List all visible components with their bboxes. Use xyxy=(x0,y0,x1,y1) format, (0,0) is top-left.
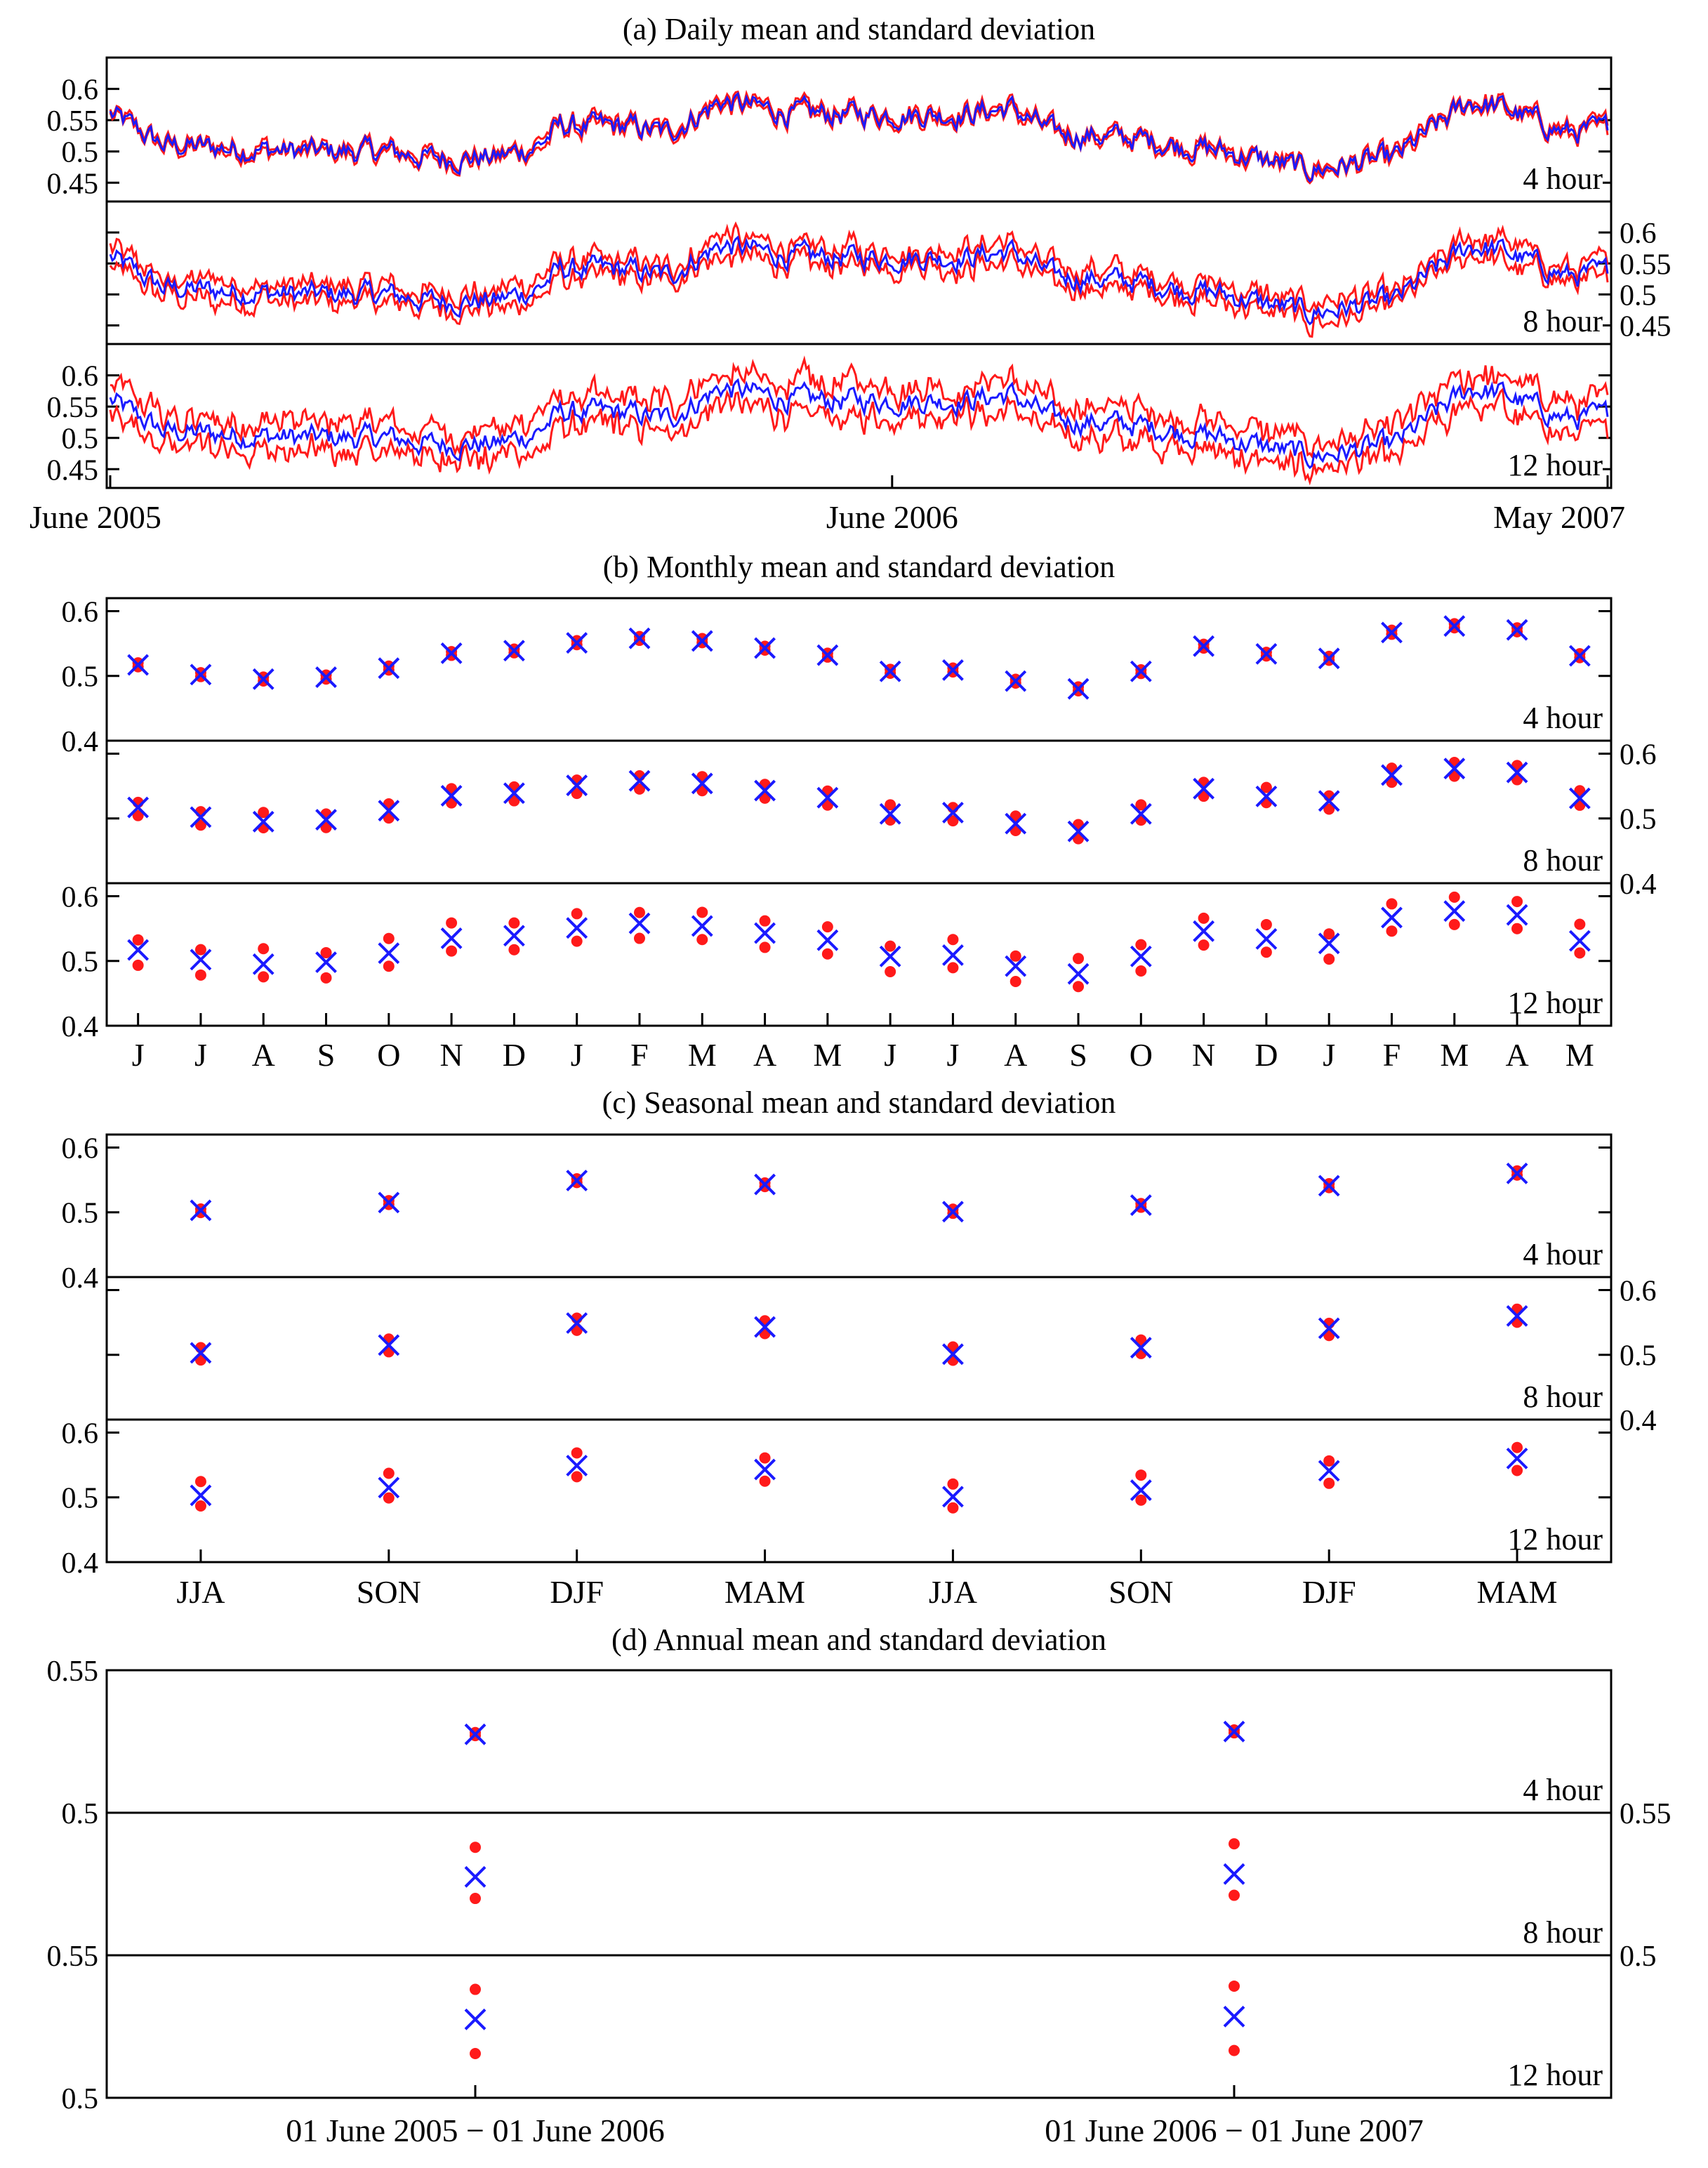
std-upper-point xyxy=(1198,913,1210,924)
std-lower-point xyxy=(470,2048,481,2059)
mean-marker xyxy=(1507,905,1527,925)
y-tick-label: 0.4 xyxy=(61,726,98,758)
std-lower-point xyxy=(321,972,332,984)
std-lower-point xyxy=(947,962,958,973)
std-lower-point xyxy=(822,949,833,960)
y-tick-label: 0.5 xyxy=(61,1482,98,1515)
mean-marker xyxy=(818,930,838,950)
std-upper-point xyxy=(760,1453,771,1464)
y-tick-label: 0.5 xyxy=(61,946,98,979)
mean-marker xyxy=(943,945,962,965)
std-upper-point xyxy=(1135,939,1146,951)
y-tick-label: 0.6 xyxy=(1620,739,1657,772)
x-tick-label: June 2005 xyxy=(29,499,161,535)
y-tick-label: 0.6 xyxy=(61,881,98,914)
x-tick-label: 01 June 2006 − 01 June 2007 xyxy=(1045,2113,1424,2148)
x-tick-label: A xyxy=(1505,1037,1529,1073)
std-lower-point xyxy=(1229,2045,1240,2056)
x-tick-label: F xyxy=(1382,1037,1401,1073)
std-upper-point xyxy=(508,918,519,929)
x-tick-label: F xyxy=(630,1037,649,1073)
std-upper-point xyxy=(383,933,395,944)
panel-8-hour xyxy=(107,1275,1657,1437)
std-upper-point xyxy=(195,1476,206,1487)
mean-marker xyxy=(504,926,524,946)
x-tick-label: M xyxy=(813,1037,842,1073)
std-lower-point xyxy=(446,946,457,957)
std-upper-point xyxy=(1073,953,1084,964)
std-upper-point xyxy=(1229,1838,1240,1849)
chart-d xyxy=(47,1622,1671,2148)
std-lower-point xyxy=(1511,923,1523,934)
std-lower-point xyxy=(1323,1478,1335,1489)
std-lower-point xyxy=(1449,919,1460,930)
mean-marker xyxy=(1194,921,1214,941)
std-upper-point xyxy=(195,944,206,956)
panel-8-hour xyxy=(107,739,1657,901)
std-lower-point xyxy=(133,960,144,971)
y-tick-label: 0.45 xyxy=(46,168,98,201)
panel-frame xyxy=(107,1955,1611,2098)
y-tick-label: 0.6 xyxy=(61,596,98,629)
panel-frame xyxy=(107,1135,1611,1277)
y-tick-label: 0.6 xyxy=(61,360,98,393)
y-tick-label: 0.55 xyxy=(1620,1798,1671,1830)
x-tick-label: D xyxy=(1254,1037,1278,1073)
std-lower-point xyxy=(470,1893,481,1904)
x-tick-label: O xyxy=(377,1037,401,1073)
x-tick-label: A xyxy=(251,1037,275,1073)
y-tick-label: 0.55 xyxy=(1620,249,1671,282)
y-tick-label: 0.5 xyxy=(61,423,98,456)
chart-title: (b) Monthly mean and standard deviation xyxy=(602,550,1116,584)
x-tick-label: A xyxy=(1004,1037,1028,1073)
std-upper-point xyxy=(634,907,645,918)
chart-a xyxy=(29,12,1671,535)
std-lower-point xyxy=(258,971,269,982)
std-lower-point xyxy=(383,960,395,972)
x-tick-label: S xyxy=(1069,1037,1087,1073)
x-tick-label: D xyxy=(502,1037,527,1073)
std-upper-point xyxy=(1229,1981,1240,1992)
panel-label: 4 hour xyxy=(1523,161,1603,196)
std-lower-point xyxy=(1511,1465,1523,1476)
mean-marker xyxy=(1224,1864,1244,1884)
x-tick-label: J xyxy=(1323,1037,1336,1073)
y-tick-label: 0.55 xyxy=(46,1941,98,1973)
panel-label: 8 hour xyxy=(1523,304,1603,338)
panel-label: 4 hour xyxy=(1523,1237,1603,1271)
y-tick-label: 0.5 xyxy=(61,661,98,694)
y-tick-label: 0.6 xyxy=(61,1132,98,1165)
std-lower-point xyxy=(1261,946,1272,958)
x-tick-label: MAM xyxy=(724,1574,806,1610)
panel-12-hour xyxy=(62,881,1612,1043)
panel-12-hour xyxy=(47,1941,1612,2115)
chart-c xyxy=(62,1085,1657,1610)
x-tick-label: N xyxy=(439,1037,463,1073)
y-tick-label: 0.55 xyxy=(46,1655,98,1688)
mean-marker xyxy=(442,928,461,948)
panel-label: 12 hour xyxy=(1507,986,1603,1020)
panel-label: 4 hour xyxy=(1523,1773,1603,1807)
mean-marker xyxy=(1224,2007,1244,2026)
std-lower-point xyxy=(1073,981,1084,992)
x-tick-label: M xyxy=(1565,1037,1594,1073)
x-tick-label: J xyxy=(946,1037,960,1073)
panel-label: 8 hour xyxy=(1523,843,1603,878)
std-upper-point xyxy=(1449,892,1460,903)
std-upper-point xyxy=(1511,896,1523,907)
panel-label: 4 hour xyxy=(1523,701,1603,735)
chart-b xyxy=(62,550,1657,1073)
x-tick-label: S xyxy=(317,1037,336,1073)
y-tick-label: 0.45 xyxy=(46,454,98,487)
std-lower-point xyxy=(696,934,708,945)
x-tick-label: M xyxy=(1440,1037,1469,1073)
x-tick-label: M xyxy=(687,1037,717,1073)
std-upper-point xyxy=(571,908,583,919)
std-upper-point xyxy=(947,934,958,945)
panel-12-hour xyxy=(47,344,1612,488)
std-lower-point xyxy=(571,936,583,947)
y-tick-label: 0.5 xyxy=(61,1197,98,1230)
std-upper-point xyxy=(446,918,457,929)
chart-title: (a) Daily mean and standard deviation xyxy=(622,12,1096,46)
std-upper-point xyxy=(133,934,144,946)
std-lower-point xyxy=(634,933,645,944)
panel-4-hour xyxy=(62,596,1612,758)
std-upper-point xyxy=(383,1468,395,1479)
panel-frame xyxy=(107,1670,1611,1813)
panel-4-hour xyxy=(47,1655,1612,1830)
panel-label: 8 hour xyxy=(1523,1915,1603,1950)
panel-frame xyxy=(107,58,1611,201)
x-tick-label: June 2006 xyxy=(826,499,958,535)
mean-marker xyxy=(692,916,712,936)
x-tick-label: MAM xyxy=(1476,1574,1558,1610)
y-tick-label: 0.6 xyxy=(1620,1275,1657,1308)
std-upper-point xyxy=(470,1984,481,1995)
y-tick-label: 0.6 xyxy=(61,74,98,107)
std-lower-point xyxy=(1574,947,1585,958)
std-upper-point xyxy=(822,921,833,932)
std-upper-point xyxy=(1386,898,1397,909)
x-tick-label: SON xyxy=(356,1574,421,1610)
std-lower-point xyxy=(760,941,771,953)
y-tick-label: 0.6 xyxy=(1620,218,1657,251)
y-tick-label: 0.5 xyxy=(61,2083,98,2115)
std-upper-line xyxy=(110,92,1608,180)
y-tick-label: 0.5 xyxy=(1620,1941,1657,1973)
panel-label: 12 hour xyxy=(1507,1522,1603,1556)
std-lower-point xyxy=(1135,1495,1146,1506)
x-tick-label: DJF xyxy=(550,1574,604,1610)
y-tick-label: 0.4 xyxy=(1620,1405,1657,1437)
y-tick-label: 0.5 xyxy=(61,136,98,169)
panel-frame xyxy=(107,201,1611,344)
panel-frame xyxy=(107,1813,1611,1955)
x-tick-label: 01 June 2005 − 01 June 2006 xyxy=(286,2113,665,2148)
std-lower-point xyxy=(1229,1890,1240,1901)
std-lower-point xyxy=(508,944,519,956)
x-tick-label: O xyxy=(1129,1037,1153,1073)
panel-4-hour xyxy=(47,58,1612,201)
std-upper-point xyxy=(947,1479,958,1490)
mean-marker xyxy=(465,1867,485,1886)
y-tick-label: 0.55 xyxy=(46,105,98,138)
std-upper-point xyxy=(1010,951,1021,962)
std-upper-point xyxy=(470,1842,481,1853)
mean-marker xyxy=(1257,929,1276,949)
x-tick-label: J xyxy=(570,1037,583,1073)
panel-12-hour xyxy=(62,1417,1612,1580)
y-tick-label: 0.45 xyxy=(1620,310,1671,343)
x-tick-label: SON xyxy=(1108,1574,1174,1610)
mean-marker xyxy=(379,944,399,963)
x-tick-label: JJA xyxy=(176,1574,225,1610)
std-upper-point xyxy=(1323,1455,1335,1467)
y-tick-label: 0.55 xyxy=(46,392,98,425)
y-tick-label: 0.4 xyxy=(61,1011,98,1043)
panel-8-hour xyxy=(107,1798,1671,1973)
x-tick-label: J xyxy=(131,1037,145,1073)
std-lower-point xyxy=(1135,965,1146,977)
std-lower-point xyxy=(760,1476,771,1487)
std-lower-point xyxy=(383,1493,395,1504)
std-lower-point xyxy=(885,966,896,977)
std-lower-point xyxy=(571,1471,583,1482)
std-lower-point xyxy=(1386,925,1397,937)
y-tick-label: 0.4 xyxy=(61,1262,98,1295)
x-tick-label: A xyxy=(753,1037,777,1073)
std-lower-point xyxy=(1323,953,1335,965)
y-tick-label: 0.6 xyxy=(61,1417,98,1450)
std-upper-point xyxy=(1135,1469,1146,1481)
y-tick-label: 0.5 xyxy=(61,1798,98,1830)
panel-frame xyxy=(107,1420,1611,1562)
std-lower-point xyxy=(195,1500,206,1512)
y-tick-label: 0.5 xyxy=(1620,1340,1657,1373)
panel-8-hour xyxy=(107,201,1671,344)
mean-marker xyxy=(1382,908,1401,927)
panel-label: 12 hour xyxy=(1507,448,1603,482)
std-upper-point xyxy=(1261,919,1272,930)
std-lower-point xyxy=(947,1502,958,1514)
mean-marker xyxy=(465,2009,485,2029)
x-tick-label: J xyxy=(194,1037,207,1073)
std-upper-point xyxy=(258,943,269,954)
std-upper-point xyxy=(696,906,708,918)
y-tick-label: 0.5 xyxy=(1620,279,1657,312)
chart-title: (c) Seasonal mean and standard deviation xyxy=(602,1085,1116,1120)
panel-label: 8 hour xyxy=(1523,1380,1603,1414)
std-lower-point xyxy=(195,970,206,981)
std-upper-point xyxy=(1511,1442,1523,1453)
std-upper-point xyxy=(571,1447,583,1458)
panel-label: 12 hour xyxy=(1507,2058,1603,2092)
std-lower-point xyxy=(1198,939,1210,951)
chart-title: (d) Annual mean and standard deviation xyxy=(611,1622,1107,1657)
mean-marker xyxy=(1068,964,1088,984)
x-tick-label: J xyxy=(884,1037,897,1073)
std-upper-point xyxy=(1574,918,1585,930)
std-upper-point xyxy=(760,916,771,927)
x-tick-label: N xyxy=(1191,1037,1216,1073)
panel-4-hour xyxy=(62,1132,1612,1295)
panel-frame xyxy=(107,1277,1611,1420)
y-tick-label: 0.4 xyxy=(61,1547,98,1580)
mean-marker xyxy=(1445,901,1464,921)
x-tick-label: DJF xyxy=(1302,1574,1356,1610)
x-tick-label: JJA xyxy=(928,1574,977,1610)
mean-marker xyxy=(253,954,273,974)
y-tick-label: 0.5 xyxy=(1620,803,1657,836)
std-upper-point xyxy=(885,941,896,952)
y-tick-label: 0.4 xyxy=(1620,868,1657,901)
std-lower-point xyxy=(1010,976,1021,987)
mean-marker xyxy=(567,918,587,938)
x-tick-label: May 2007 xyxy=(1493,499,1625,535)
